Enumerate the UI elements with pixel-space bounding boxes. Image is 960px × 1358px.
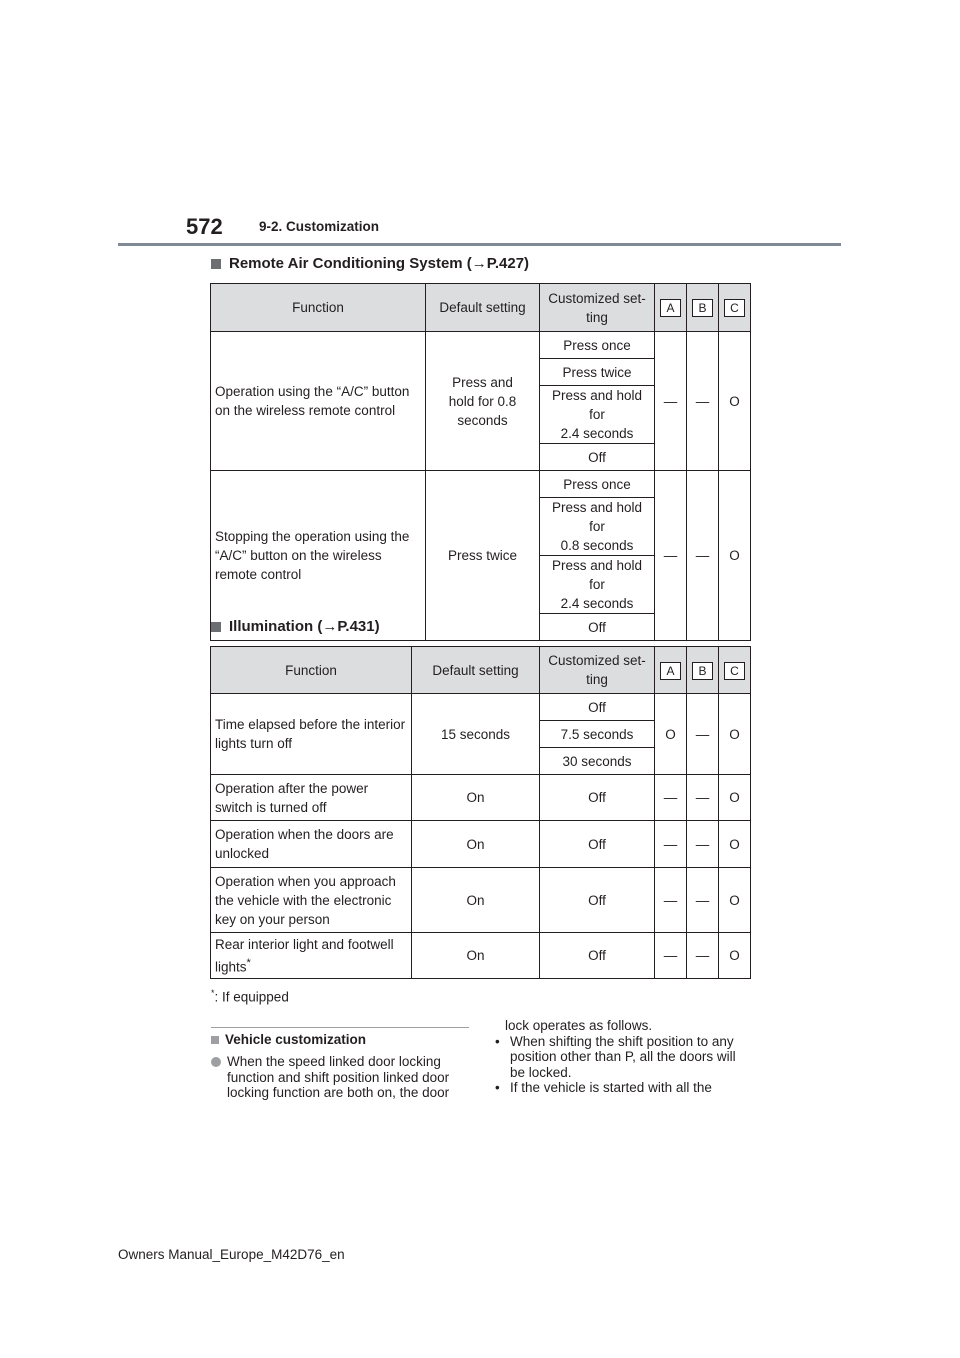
table-row <box>211 471 751 498</box>
col-b <box>687 284 719 332</box>
default-cell: On <box>412 821 540 868</box>
c-cell: O <box>719 332 751 471</box>
option-cell: Off <box>540 868 655 933</box>
a-cell: O <box>655 694 687 775</box>
option-cell: Off <box>540 444 655 471</box>
b-cell: — <box>687 471 719 641</box>
b-cell: — <box>687 821 719 868</box>
table-row <box>211 775 751 821</box>
list-item <box>491 1034 751 1081</box>
table-row <box>211 868 751 933</box>
default-cell: Press and hold for 0.8 seconds <box>426 332 540 471</box>
table-header-row <box>211 284 751 332</box>
square-bullet-icon <box>211 259 221 269</box>
table-row <box>211 933 751 979</box>
a-cell: — <box>655 471 687 641</box>
col-c <box>719 647 751 694</box>
option-cell: Off <box>540 694 655 721</box>
option-cell: Press and hold for 0.8 seconds <box>540 498 655 556</box>
table-row <box>211 821 751 868</box>
col-c <box>719 284 751 332</box>
list-item <box>491 1080 751 1096</box>
note-heading-text: Vehicle customization <box>225 1032 367 1047</box>
a-cell: — <box>655 775 687 821</box>
letter-c-icon: C <box>724 662 745 680</box>
col-default: Default setting <box>412 647 540 694</box>
table1-heading <box>211 255 529 272</box>
col-customized: Customized set- ting <box>540 284 655 332</box>
col-function: Function <box>211 284 426 332</box>
list-item-text: When shifting the shift position to any position other than P, all the doors will be locked. <box>510 1033 736 1080</box>
option-cell: Off <box>540 933 655 979</box>
c-cell: O <box>719 775 751 821</box>
letter-b-icon: B <box>692 299 713 317</box>
function-cell: Operation when you approach the vehicle with the electronic key on your person <box>211 868 412 933</box>
default-cell: On <box>412 775 540 821</box>
letter-b-icon: B <box>692 662 713 680</box>
illumination-table <box>210 646 751 979</box>
b-cell: — <box>687 868 719 933</box>
b-cell: — <box>687 332 719 471</box>
function-cell <box>211 933 412 979</box>
square-bullet-icon <box>211 1036 219 1044</box>
footnote-mark: * <box>246 956 251 969</box>
c-cell: O <box>719 821 751 868</box>
footnote-text: : If equipped <box>214 989 289 1005</box>
remote-ac-table <box>210 283 751 641</box>
list-item-text: If the vehicle is started with all the <box>510 1080 712 1095</box>
continuation-text: lock operates as follows. <box>505 1018 653 1033</box>
footnote-mark: * <box>211 988 215 998</box>
letter-a-icon: A <box>660 662 681 680</box>
c-cell: O <box>719 694 751 775</box>
c-cell: O <box>719 868 751 933</box>
a-cell: — <box>655 821 687 868</box>
function-cell: Stopping the operation using the “A/C” button on the wireless remote control <box>211 471 426 641</box>
col-function: Function <box>211 647 412 694</box>
divider <box>211 1027 469 1028</box>
header-rule <box>118 243 841 246</box>
bullet-mark: • <box>495 1080 500 1095</box>
a-cell: — <box>655 332 687 471</box>
b-cell: — <box>687 933 719 979</box>
function-text: Rear interior light and footwell lights <box>215 936 394 975</box>
option-cell: Press once <box>540 332 655 359</box>
option-cell: Press once <box>540 471 655 498</box>
option-cell: Press and hold for 2.4 seconds <box>540 386 655 444</box>
square-bullet-icon <box>211 622 221 632</box>
bullet-mark: • <box>495 1033 500 1049</box>
letter-a-icon: A <box>660 299 681 317</box>
letter-c-icon: C <box>724 299 745 317</box>
b-cell: — <box>687 775 719 821</box>
option-cell: Off <box>540 775 655 821</box>
table-row <box>211 694 751 721</box>
option-cell: Press and hold for 2.4 seconds <box>540 556 655 614</box>
table1-heading-text: Remote Air Conditioning System (→P.427) <box>229 255 530 272</box>
option-cell: Off <box>540 614 655 641</box>
function-cell: Operation using the “A/C” button on the wireless remote control <box>211 332 426 471</box>
default-cell: Press twice <box>426 471 540 641</box>
col-a <box>655 647 687 694</box>
option-cell: Off <box>540 821 655 868</box>
default-cell: On <box>412 933 540 979</box>
table-row <box>211 332 751 359</box>
circle-bullet-icon <box>211 1057 221 1067</box>
footer-text: Owners Manual_Europe_M42D76_en <box>118 1247 345 1262</box>
note-continuation <box>491 1018 751 1096</box>
table-header-row <box>211 647 751 694</box>
c-cell: O <box>719 933 751 979</box>
note-heading <box>211 1032 366 1047</box>
default-cell: On <box>412 868 540 933</box>
note-bullet-text: When the speed linked door locking function and shift position linked door locking function are both on, the door <box>227 1054 450 1100</box>
table2-heading <box>211 618 380 635</box>
col-customized: Customized set- ting <box>540 647 655 694</box>
function-cell: Time elapsed before the interior lights turn off <box>211 694 412 775</box>
col-b <box>687 647 719 694</box>
option-cell: Press twice <box>540 359 655 386</box>
section-title: 9-2. Customization <box>259 219 380 234</box>
default-cell: 15 seconds <box>412 694 540 775</box>
option-cell: 7.5 seconds <box>540 721 655 748</box>
a-cell: — <box>655 868 687 933</box>
footnote <box>211 988 289 1005</box>
col-a <box>655 284 687 332</box>
b-cell: — <box>687 694 719 775</box>
option-cell: 30 seconds <box>540 748 655 775</box>
a-cell: — <box>655 933 687 979</box>
function-cell: Operation when the doors are unlocked <box>211 821 412 868</box>
c-cell: O <box>719 471 751 641</box>
page-number: 572 <box>186 214 223 239</box>
function-cell: Operation after the power switch is turned off <box>211 775 412 821</box>
note-bullet <box>211 1054 473 1101</box>
table2-heading-text: Illumination (→P.431) <box>229 618 380 635</box>
col-default: Default setting <box>426 284 540 332</box>
